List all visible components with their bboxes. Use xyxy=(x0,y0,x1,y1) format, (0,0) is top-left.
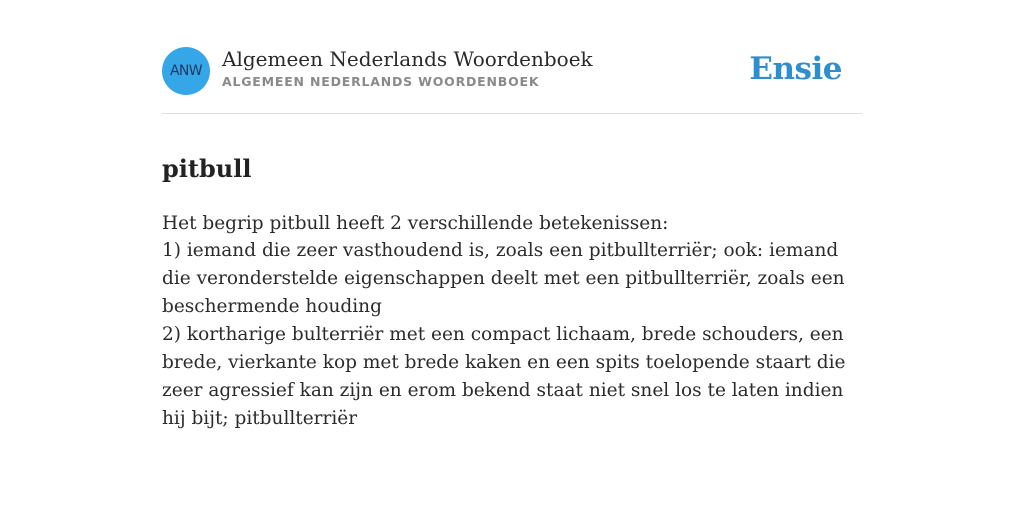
anw-logo xyxy=(162,47,210,95)
source-subtitle: ALGEMEEN NEDERLANDS WOORDENBOEK xyxy=(222,74,540,89)
definition-item: 2) kortharige bulterriër met een compact lichaam, brede schouders, een brede, vierkante kop met brede kaken en een spits toelopende staart die zeer agressief kan zijn en erom bekend staat niet snel los te laten indien hij bijt; pitbullterriër xyxy=(162,324,846,429)
ensie-brand-logo: Ensie xyxy=(749,51,842,87)
header-divider xyxy=(162,113,862,114)
dictionary-entry-card xyxy=(162,0,862,512)
entry-header xyxy=(162,45,862,97)
definition-list xyxy=(162,237,862,433)
source-title: Algemeen Nederlands Woordenboek xyxy=(222,47,593,71)
entry-intro: Het begrip pitbull heeft 2 verschillende betekenissen: xyxy=(162,212,669,234)
anw-logo-text: ANW xyxy=(169,63,203,79)
definition-item: 1) iemand die zeer vasthoudend is, zoals een pitbullterriër; ook: iemand die veronderstelde eigenschappen deelt met een pitbullterriër, zoals een beschermende houding xyxy=(162,240,845,317)
entry-word: pitbull xyxy=(162,154,252,184)
